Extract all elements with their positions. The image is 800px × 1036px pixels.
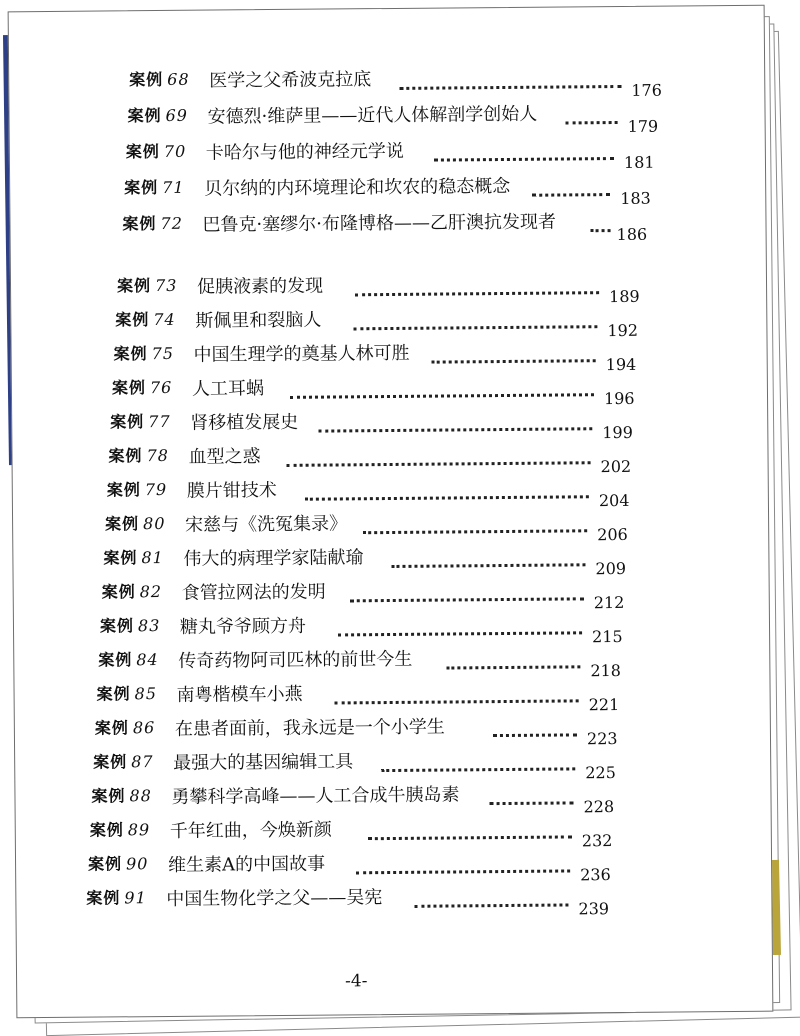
entry-title: 最强大的基因编辑工具 [173, 751, 354, 774]
case-label [102, 579, 163, 603]
case-label [114, 341, 175, 365]
entry-title: 中国生物化学之父——吴宪 [166, 887, 383, 910]
case-word: 案例 [94, 718, 129, 738]
toc-entry[interactable] [115, 303, 667, 341]
case-word: 案例 [101, 582, 136, 602]
entry-title: 南粤楷模车小燕 [176, 683, 303, 706]
dot-leader [493, 727, 577, 737]
case-word: 案例 [89, 820, 124, 840]
entry-page-number: 196 [603, 388, 635, 409]
case-word: 案例 [108, 446, 143, 466]
dot-leader [566, 115, 618, 124]
case-number: 76 [149, 377, 173, 398]
dot-leader [353, 319, 597, 330]
toc-entry[interactable] [111, 371, 664, 409]
case-label [91, 783, 152, 807]
entry-title: 千年红曲，今焕新颜 [169, 819, 332, 842]
toc-entry[interactable] [108, 439, 660, 477]
case-label [129, 67, 190, 91]
entry-page-number: 204 [598, 490, 630, 511]
toc-entry[interactable] [98, 643, 650, 681]
case-label [93, 749, 154, 773]
case-word: 案例 [124, 178, 159, 198]
case-number: 81 [141, 547, 164, 568]
toc-entry[interactable] [101, 575, 654, 613]
case-number: 79 [144, 479, 168, 500]
case-label [122, 211, 183, 235]
entry-title: 肾移植发展史 [190, 411, 299, 434]
case-word: 案例 [111, 378, 147, 398]
case-number: 78 [146, 445, 169, 466]
entry-title: 膜片钳技术 [186, 479, 277, 502]
dot-leader [350, 591, 584, 602]
dot-leader [532, 187, 610, 197]
entry-page-number: 215 [592, 626, 623, 647]
case-word: 案例 [87, 854, 123, 874]
entry-title: 安德烈·维萨里——近代人体解剖学创始人 [207, 103, 538, 128]
case-word: 案例 [86, 888, 121, 908]
toc-entry[interactable] [124, 170, 680, 208]
entry-page-number: 181 [623, 152, 655, 172]
entry-page-number: 218 [590, 660, 622, 681]
entry-page-number: 176 [631, 80, 662, 100]
case-word: 案例 [93, 752, 128, 772]
toc-entry[interactable] [125, 134, 684, 172]
case-label [88, 851, 149, 875]
toc-entry[interactable] [91, 779, 643, 817]
entry-title: 伟大的病理学家陆献瑜 [183, 547, 364, 570]
case-number: 83 [137, 616, 161, 636]
toc-entry[interactable] [122, 206, 676, 245]
case-number: 84 [136, 650, 159, 670]
case-number: 72 [160, 213, 183, 233]
case-number: 85 [134, 684, 158, 704]
dot-leader [414, 897, 568, 907]
case-word: 案例 [96, 684, 131, 704]
entry-title: 在患者面前，我永远是一个小学生 [174, 716, 445, 740]
entry-title: 血型之惑 [188, 446, 261, 468]
toc-entry[interactable] [89, 813, 642, 851]
toc-entry[interactable] [106, 473, 659, 511]
toc-entry[interactable] [93, 745, 645, 783]
entry-title: 巴鲁克·塞缪尔·布隆博格——乙肝澳抗发现者 [202, 211, 557, 236]
toc-list [9, 6, 773, 1018]
entry-page-number: 221 [588, 695, 620, 715]
case-label [98, 647, 159, 671]
entry-title: 医学之父希波克拉底 [209, 69, 372, 92]
toc-entry[interactable] [99, 609, 652, 647]
toc-entry[interactable] [113, 337, 666, 375]
case-label [127, 103, 188, 127]
case-label [124, 175, 185, 199]
page-number: -4- [345, 971, 368, 992]
case-label [96, 681, 157, 705]
case-word: 案例 [113, 344, 148, 364]
case-number: 88 [129, 786, 152, 806]
case-label [100, 613, 161, 637]
case-label [95, 715, 156, 739]
dot-leader [432, 353, 596, 363]
entry-title: 维生素A的中国故事 [167, 853, 326, 876]
case-number: 75 [151, 343, 175, 364]
case-word: 案例 [122, 214, 157, 234]
entry-title: 卡哈尔与他的神经元学说 [205, 140, 404, 164]
entry-page-number: 232 [581, 831, 613, 851]
entry-title: 人工耳蜗 [191, 378, 265, 400]
entry-page-number: 183 [620, 188, 651, 208]
entry-title: 宋慈与《洗冤集录》 [185, 513, 348, 536]
case-label [117, 273, 178, 297]
case-number: 71 [162, 177, 185, 197]
case-word: 案例 [99, 616, 135, 636]
toc-entry[interactable] [110, 405, 662, 443]
case-number: 68 [167, 69, 190, 89]
case-label [110, 409, 171, 433]
entry-page-number: 225 [585, 763, 616, 783]
dot-leader [381, 761, 575, 772]
dot-leader [335, 693, 579, 704]
case-label [105, 511, 166, 535]
case-label [126, 139, 187, 163]
case-label [107, 477, 168, 501]
dot-leader [338, 625, 582, 636]
dot-leader [489, 795, 573, 805]
case-number: 77 [148, 411, 171, 432]
entry-page-number: 179 [627, 116, 659, 136]
toc-entry[interactable] [96, 677, 648, 715]
entry-page-number: 192 [607, 320, 639, 341]
case-word: 案例 [127, 105, 162, 126]
entry-page-number: 206 [597, 524, 628, 545]
case-number: 73 [154, 275, 178, 296]
dot-leader [391, 557, 585, 568]
case-word: 案例 [116, 276, 152, 296]
dot-leader [356, 863, 570, 874]
dot-leader [446, 659, 580, 669]
entry-title: 糖丸爷爷顾方舟 [179, 615, 307, 638]
toc-entry[interactable] [129, 62, 691, 100]
entry-title: 食管拉网法的发明 [181, 581, 326, 604]
case-number: 74 [153, 309, 176, 330]
case-number: 69 [165, 105, 188, 125]
dot-leader [318, 421, 592, 432]
case-label [90, 817, 151, 841]
entry-title: 中国生理学的奠基人林可胜 [193, 342, 410, 366]
dot-leader [434, 151, 614, 162]
entry-title: 传奇药物阿司匹林的前世今生 [178, 648, 413, 672]
dot-leader [290, 387, 594, 399]
entry-title: 促胰液素的发现 [196, 275, 324, 298]
case-word: 案例 [115, 310, 150, 330]
dot-leader [355, 285, 599, 296]
dot-leader [287, 455, 591, 467]
entry-page-number: 236 [580, 865, 611, 885]
case-word: 案例 [110, 412, 145, 432]
toc-entry[interactable] [127, 98, 687, 136]
case-number: 90 [125, 854, 149, 874]
toc-entry[interactable] [103, 541, 655, 579]
entry-page-number: 212 [593, 592, 625, 613]
toc-entry[interactable] [116, 269, 669, 307]
case-number: 70 [163, 141, 187, 161]
toc-entry[interactable] [94, 711, 647, 749]
case-label [103, 545, 164, 569]
case-number: 89 [127, 820, 151, 840]
case-label [86, 885, 147, 909]
case-word: 案例 [98, 650, 133, 670]
toc-page [8, 5, 774, 1019]
case-word: 案例 [125, 141, 160, 162]
case-word: 案例 [103, 548, 138, 568]
case-number: 91 [124, 888, 147, 908]
entry-title: 斯佩里和裂脑人 [195, 309, 322, 332]
entry-page-number: 199 [602, 422, 633, 443]
entry-page-number: 239 [578, 899, 610, 919]
case-number: 87 [131, 752, 154, 772]
entry-page-number: 194 [605, 354, 637, 375]
entry-page-number: 228 [583, 797, 615, 817]
case-word: 案例 [129, 69, 164, 90]
case-label [115, 307, 176, 331]
dot-leader [590, 223, 610, 232]
case-word: 案例 [106, 480, 141, 500]
dot-leader [363, 523, 587, 534]
entry-page-number: 223 [586, 729, 618, 749]
case-number: 86 [132, 718, 156, 738]
dot-leader [305, 489, 589, 500]
toc-entry[interactable] [86, 881, 638, 919]
dot-leader [399, 79, 621, 90]
case-number: 82 [139, 581, 163, 602]
entry-title: 勇攀科学高峰——人工合成牛胰岛素 [171, 784, 460, 808]
entry-title: 贝尔纳的内环境理论和坎农的稳态概念 [204, 175, 511, 200]
entry-page-number: 186 [616, 224, 648, 245]
case-number: 80 [143, 513, 166, 534]
case-word: 案例 [105, 514, 140, 534]
case-word: 案例 [91, 786, 126, 806]
toc-entry[interactable] [105, 507, 657, 545]
case-label [108, 443, 169, 467]
entry-page-number: 209 [595, 558, 627, 579]
entry-page-number: 189 [609, 286, 640, 307]
toc-entry[interactable] [87, 847, 640, 885]
entry-page-number: 202 [600, 456, 632, 477]
case-label [112, 375, 173, 399]
dot-leader [368, 829, 572, 840]
